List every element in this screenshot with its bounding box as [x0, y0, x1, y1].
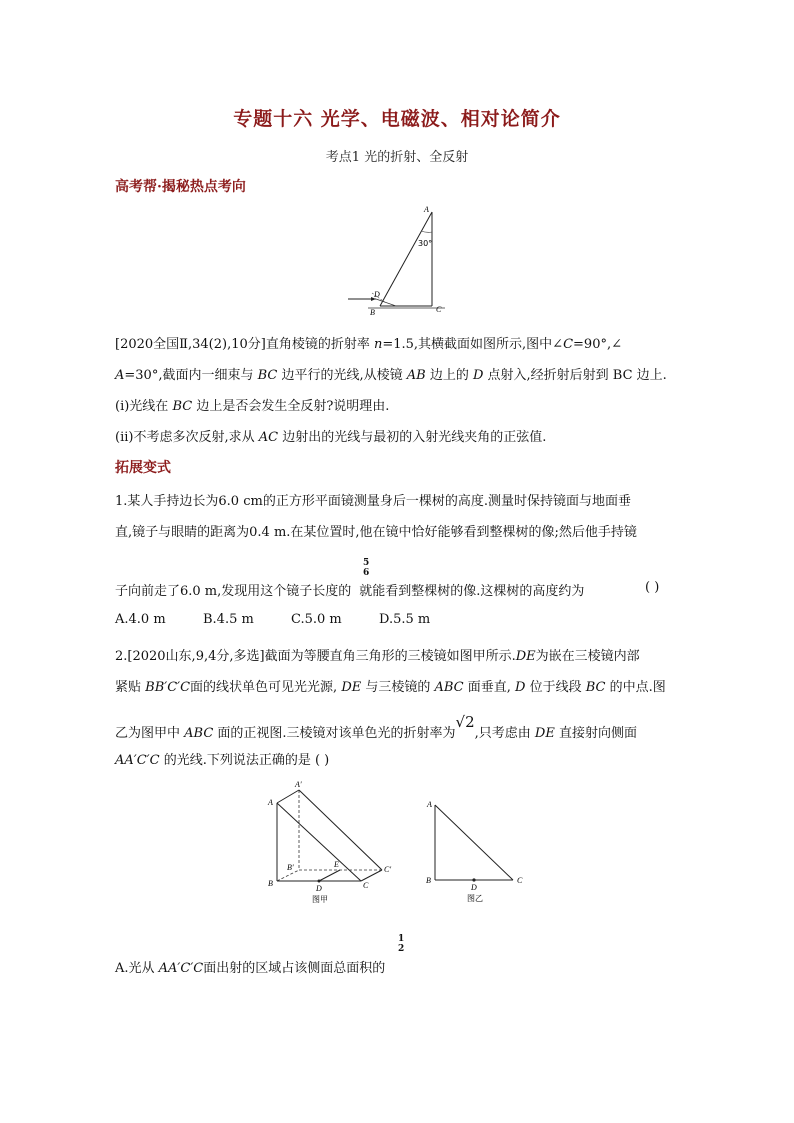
text: 为嵌在三棱镜内部	[535, 649, 640, 664]
text: 位于线段	[525, 680, 586, 695]
figure-prism-triangle	[340, 200, 470, 318]
text: 直接射向侧面	[554, 726, 637, 741]
label-B-prime: B′	[287, 863, 294, 872]
edge-AA2	[277, 790, 299, 803]
label-B: B	[426, 876, 431, 885]
var-face: AA′C′C	[115, 753, 160, 768]
section-heading-hot-topics: 高考帮·揭秘热点考向	[115, 179, 246, 195]
q2-option-a	[115, 957, 385, 976]
text: 边上的	[425, 368, 473, 383]
figure-prism-3d	[262, 778, 402, 908]
text: [2020全国Ⅱ,34(2),10分]直角棱镜的折射率	[115, 337, 374, 352]
option-a-fraction: 1 2	[398, 934, 405, 954]
text: 就能看到整棵树的像.这棵树的高度约为	[359, 584, 585, 599]
label-angle-30: 30°	[418, 239, 433, 248]
q2-line2	[115, 676, 666, 695]
q2-line3	[115, 713, 637, 741]
angle-arc	[421, 231, 432, 232]
var-D: D	[515, 680, 526, 695]
light-source-DE	[319, 870, 340, 881]
page-subtitle: 考点1 光的折射、全反射	[325, 150, 469, 165]
page-title: 专题十六 光学、电磁波、相对论简介	[233, 108, 561, 130]
q1-option-d: D.5.5 m	[379, 612, 431, 627]
refracted-ray	[376, 299, 396, 306]
label-A: A	[427, 800, 432, 809]
var-ABC: ABC	[184, 726, 214, 741]
q2-line1	[115, 645, 640, 664]
q2-line4	[115, 749, 329, 768]
text: 边射出的光线与最初的入射光线夹角的正弦值.	[278, 430, 547, 445]
caption-yi: 图乙	[467, 894, 483, 903]
edge-A2C2	[299, 790, 382, 870]
text: 边上是否会发生全反射?说明理由.	[192, 399, 390, 414]
edge-AC	[435, 805, 513, 880]
point-D	[318, 880, 321, 883]
text: =30°,截面内一细束与	[124, 368, 258, 383]
label-D: D	[471, 883, 477, 892]
text: (ii)不考虑多次反射,求从	[115, 430, 259, 445]
caption-jia: 图甲	[312, 895, 328, 904]
text: 子向前走了6.0 m,发现用这个镜子长度的	[115, 584, 352, 599]
q0-part2	[115, 426, 546, 445]
label-E: E	[334, 860, 339, 869]
q1-line3	[115, 580, 584, 599]
text: ,只考虑由	[474, 726, 535, 741]
var-AC: AC	[258, 430, 279, 445]
label-B: B	[370, 308, 375, 317]
edge-CC2	[361, 870, 382, 881]
label-C-prime: C′	[384, 865, 392, 874]
text: 面出射的区域占该侧面总面积的	[203, 961, 386, 976]
q1-option-a: A.4.0 m	[115, 612, 166, 627]
text: 面的线状单色可见光光源,	[190, 680, 342, 695]
var-DE: DE	[341, 680, 362, 695]
text: =1.5,其横截面如图所示,图中∠	[382, 337, 564, 352]
text: 2.[2020山东,9,4分,多选]截面为等腰直角三角形的三棱镜如图甲所示.	[115, 649, 516, 664]
q1-option-c: C.5.0 m	[291, 612, 342, 627]
sqrt-2: √2	[455, 713, 475, 731]
q1-option-b: B.4.5 m	[203, 612, 254, 627]
q1-line2: 直,镜子与眼睛的距离为0.4 m.在某位置时,他在镜中恰好能够看到整棵树的像;然后他手持镜	[115, 525, 637, 540]
var-n: n	[373, 337, 383, 352]
section-heading-extension: 拓展变式	[115, 460, 171, 476]
label-A-prime: A′	[295, 780, 302, 789]
text: =90°,∠	[573, 337, 622, 352]
var-A: A	[115, 368, 125, 383]
label-C: C	[436, 305, 442, 314]
text: A.光从	[115, 961, 159, 976]
label-A: A	[424, 205, 429, 214]
edge-ab	[380, 212, 432, 306]
point-D	[472, 878, 475, 881]
text: 点射入,经折射后射到 BC 边上.	[483, 368, 667, 383]
q1-line1: 1.某人手持边长为6.0 cm的正方形平面镜测量身后一棵树的高度.测量时保持镜面与地面垂	[115, 494, 631, 509]
var-D: D	[472, 368, 484, 383]
text: 面垂直,	[463, 680, 516, 695]
text: 与三棱镜的	[361, 680, 435, 695]
var-BC: BC	[585, 680, 606, 695]
text: 紧贴	[115, 680, 146, 695]
figure-front-view	[423, 795, 533, 905]
q1-fraction: 5 6	[363, 558, 370, 578]
var-DE: DE	[534, 726, 555, 741]
answer-paren: ( )	[310, 753, 330, 768]
label-A: A	[268, 798, 273, 807]
var-DE: DE	[515, 649, 536, 664]
var-C: C	[563, 337, 574, 352]
label-C: C	[517, 876, 523, 885]
label-B: B	[268, 879, 273, 888]
q1-answer-paren: ( )	[645, 580, 660, 595]
var-ABC: ABC	[434, 680, 464, 695]
text: 的光线.下列说法正确的是	[159, 753, 311, 768]
var-face: BB′C′C	[145, 680, 191, 695]
var-face: AA′C′C	[158, 961, 204, 976]
text: 边平行的光线,从棱镜	[277, 368, 407, 383]
text: 面的正视图.三棱镜对该单色光的折射率为	[213, 726, 456, 741]
var-BC: BC	[172, 399, 193, 414]
text: 乙为图甲中	[115, 726, 185, 741]
label-C: C	[363, 881, 369, 890]
label-D: D	[316, 884, 322, 893]
q0-part1	[115, 395, 389, 414]
var-AB: AB	[406, 368, 426, 383]
q0-line1	[115, 333, 622, 352]
text: (i)光线在	[115, 399, 173, 414]
label-D: D	[374, 290, 380, 299]
q0-line2	[115, 364, 667, 383]
text: 的中点.图	[605, 680, 666, 695]
var-BC: BC	[257, 368, 278, 383]
